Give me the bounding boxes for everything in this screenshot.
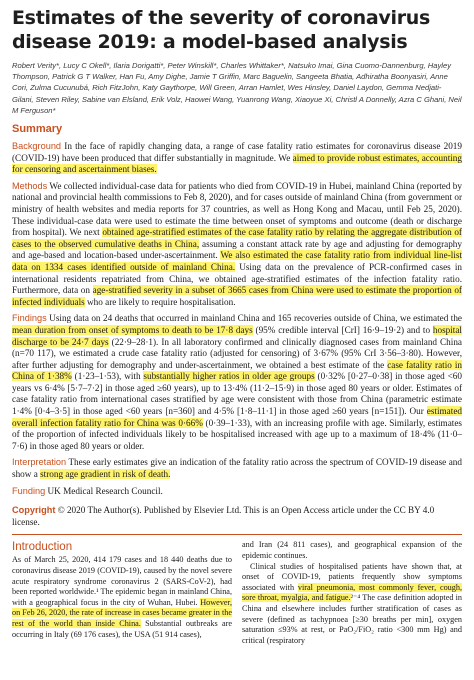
- methods-paragraph: [12, 181, 462, 309]
- findings-highlight: case fatality ratio in China of 1·38%: [12, 359, 462, 382]
- left-column: [12, 540, 232, 646]
- findings-highlight: hospital discharge to be 24·7 days: [12, 324, 462, 347]
- introduction-text: Clinical studies of hospitalised patients have shown that, at onset of COVID-19, patients frequently show symptoms associated with: [242, 561, 462, 592]
- funding-label: Funding: [12, 485, 46, 496]
- interpretation-paragraph: [12, 457, 462, 480]
- methods-text: who are likely to require hospitalisation.: [84, 296, 236, 307]
- copyright-text: © 2020 The Author(s). Published by Elsevier Ltd. This is an Open Access article under the CC BY 4.0 license.: [12, 505, 435, 527]
- copyright-notice: [12, 505, 462, 528]
- methods-text: We collected individual-case data for patients who died from COVID-19 in Hubei, mainland China (reported by national and provincial health commissions to Feb 8, 2020), and for cases outside of mainland China (from government or ministry of health websites and media reports for 37 countries, as well as Hong Kong and Macau, until Feb 25, 2020). These individual-case data were used to estimate the time between onset of symptoms and outcome (death or discharge from hospital). We next: [12, 180, 462, 238]
- interpretation-highlight: strong age gradient in risk of death.: [40, 469, 171, 480]
- introduction-text: ²⁻⁴ The case definition adopted in China and elsewhere includes further stratification of cases as severe (defined as tachypnoea [≥30 breaths per min], oxygen saturation ≤93% at rest, or PaO₂/FiO₂ ratio <300 mm Hg) and critical (respiratory: [242, 593, 462, 645]
- funding-paragraph: [12, 486, 462, 498]
- background-highlight: aimed to provide robust estimates, accounting for censoring and ascertainment biases.: [12, 152, 462, 175]
- background-paragraph: [12, 141, 462, 176]
- right-column: [242, 540, 462, 646]
- findings-text: (0·32% [0·27–0·38] in those aged <60 years vs 6·4% [5·7–7·2] in those aged ≥60 years), up to 13·4% (11·2–15·9) in those aged 80 years or older. Estimates of case fatality ratio from international cases stratified by age were consistent with those from China (parametric estimate 1·4% [0·4–3·5] in those aged <60 years [n=360] and 4·5% [1·8–11·1] in those aged ≥60 years [n=151]). Our: [12, 371, 462, 417]
- introduction-paragraph: and Iran (24 811 cases), and geographical expansion of the epidemic continues.: [242, 540, 462, 561]
- background-text: In the face of rapidly changing data, a range of case fatality ratio estimates for coronavirus disease 2019 (COVID-19) have been produced that differ substantially in magnitude. We: [12, 141, 462, 163]
- methods-text: Using data on the prevalence of PCR-confirmed cases in international residents repatriated from China, we obtained age-stratified estimates of the infection fatality ratio. Furthermore, data on: [12, 261, 462, 296]
- findings-text: Using data on 24 deaths that occurred in mainland China and 165 recoveries outside of China, we estimated the: [46, 313, 462, 324]
- summary-heading: Summary: [12, 123, 63, 136]
- methods-highlight: We also estimated the case fatality ratio from individual line-list data on 1334 cases identified outside of mainland China.: [12, 250, 462, 272]
- funding-text: UK Medical Research Council.: [45, 485, 163, 496]
- introduction-text: Substantial outbreaks are occurring in Italy (69 176 cases), the USA (51 914 cases),: [12, 618, 232, 639]
- findings-highlight: substantially higher ratios in older age groups: [143, 371, 315, 382]
- findings-text: (0·39–1·33), with an increasing profile with age. Similarly, estimates of the proportion of infected individuals likely to be hospitalised increased with age up to a maximum of 18·4% (11·0–7·6) in those aged 80 years or older.: [12, 417, 462, 451]
- background-label: Background: [12, 141, 62, 152]
- introduction-text: As of March 25, 2020, 414 179 cases and 18 440 deaths due to coronavirus disease 2019 (COVID-19), caused by the novel severe acute respiratory syndrome coronavirus 2 (SARS-CoV-2), had been reported worldwide.¹ The epidemic began in mainland China, with a geographical focus in the city of Wuhan, Hubei.: [12, 555, 232, 607]
- methods-highlight: age-stratified severity in a subset of 3665 cases from China were used to estimate the proportion of infected individuals: [12, 285, 462, 307]
- introduction-paragraph: [12, 555, 232, 640]
- findings-label: Findings: [12, 313, 47, 324]
- author-list: Robert Verity*, Lucy C Okell*, Ilaria Dorigatti*, Peter Winskill*, Charles Whittaker*, Natsuko Imai, Gina Cuomo-Dannenburg, Hayley Thompson, Patrick G T Walker, Han Fu, Amy Dighe, Jamie T Griffin, Marc Baguelin, Sangeeta Bhatia, Adhiratha Boonyasiri, Anne Cori, Zulma Cucunubá, Rich FitzJohn, Katy Gaythorpe, Will Green, Arran Hamlet, Wes Hinsley, Daniel Laydon, Gemma Nedjati-Gilani, Steven Riley, Sabine van Elsland, Erik Volz, Haowei Wang, Yuanrong Wang, Xiaoyue Xi, Christl A Donnelly, Azra C Ghani, Neil M Ferguson*: [12, 61, 462, 115]
- summary-section: [12, 123, 462, 497]
- findings-text: (1·23–1·53), with: [71, 371, 144, 382]
- methods-highlight: obtained age-stratified estimates of the case fatality ratio by relating the aggregate distribution of cases to the observed cumulative deaths in China,: [12, 227, 462, 249]
- introduction-highlight: viral pneumonia, most commonly fever, cough, sore throat, myalgia, and fatigue.: [242, 582, 463, 603]
- introduction-heading: Introduction: [12, 541, 73, 554]
- findings-highlight: estimated overall infection fatality ratio for China was 0·66%: [12, 406, 462, 428]
- methods-text: assuming a constant attack rate by age and adjusting for demography and age-based and location-based under-ascertainment.: [12, 238, 462, 261]
- findings-highlight: mean duration from onset of symptoms to death to be 17·8 days: [12, 324, 253, 335]
- copyright-label: Copyright: [12, 505, 56, 516]
- findings-text: (95% credible interval [CrI] 16·9–19·2) and to: [252, 324, 433, 335]
- section-divider: [12, 534, 462, 535]
- methods-label: Methods: [12, 180, 48, 191]
- body-columns: [12, 540, 462, 646]
- introduction-highlight: However, on Feb 26, 2020, the rate of increase in cases became greater in the rest of the world than inside China.: [12, 597, 232, 628]
- introduction-paragraph: [242, 562, 462, 647]
- interpretation-label: Interpretation: [12, 457, 67, 468]
- findings-paragraph: [12, 313, 462, 452]
- interpretation-text: These early estimates give an indication of the fatality ratio across the spectrum of COVID-19 disease and show a: [12, 457, 462, 480]
- findings-text: (22·9–28·1). In all laboratory confirmed and clinically diagnosed cases from mainland China (n=70 117), we estimated a crude case fatality ratio (adjusted for censoring) of 3·67% (95% CrI 3·56–3·80). However, after further adjusting for demography and under-ascertainment, we obtained a best estimate of the: [12, 336, 462, 370]
- paper-title: Estimates of the severity of coronavirus disease 2019: a model-based analysis: [12, 7, 430, 53]
